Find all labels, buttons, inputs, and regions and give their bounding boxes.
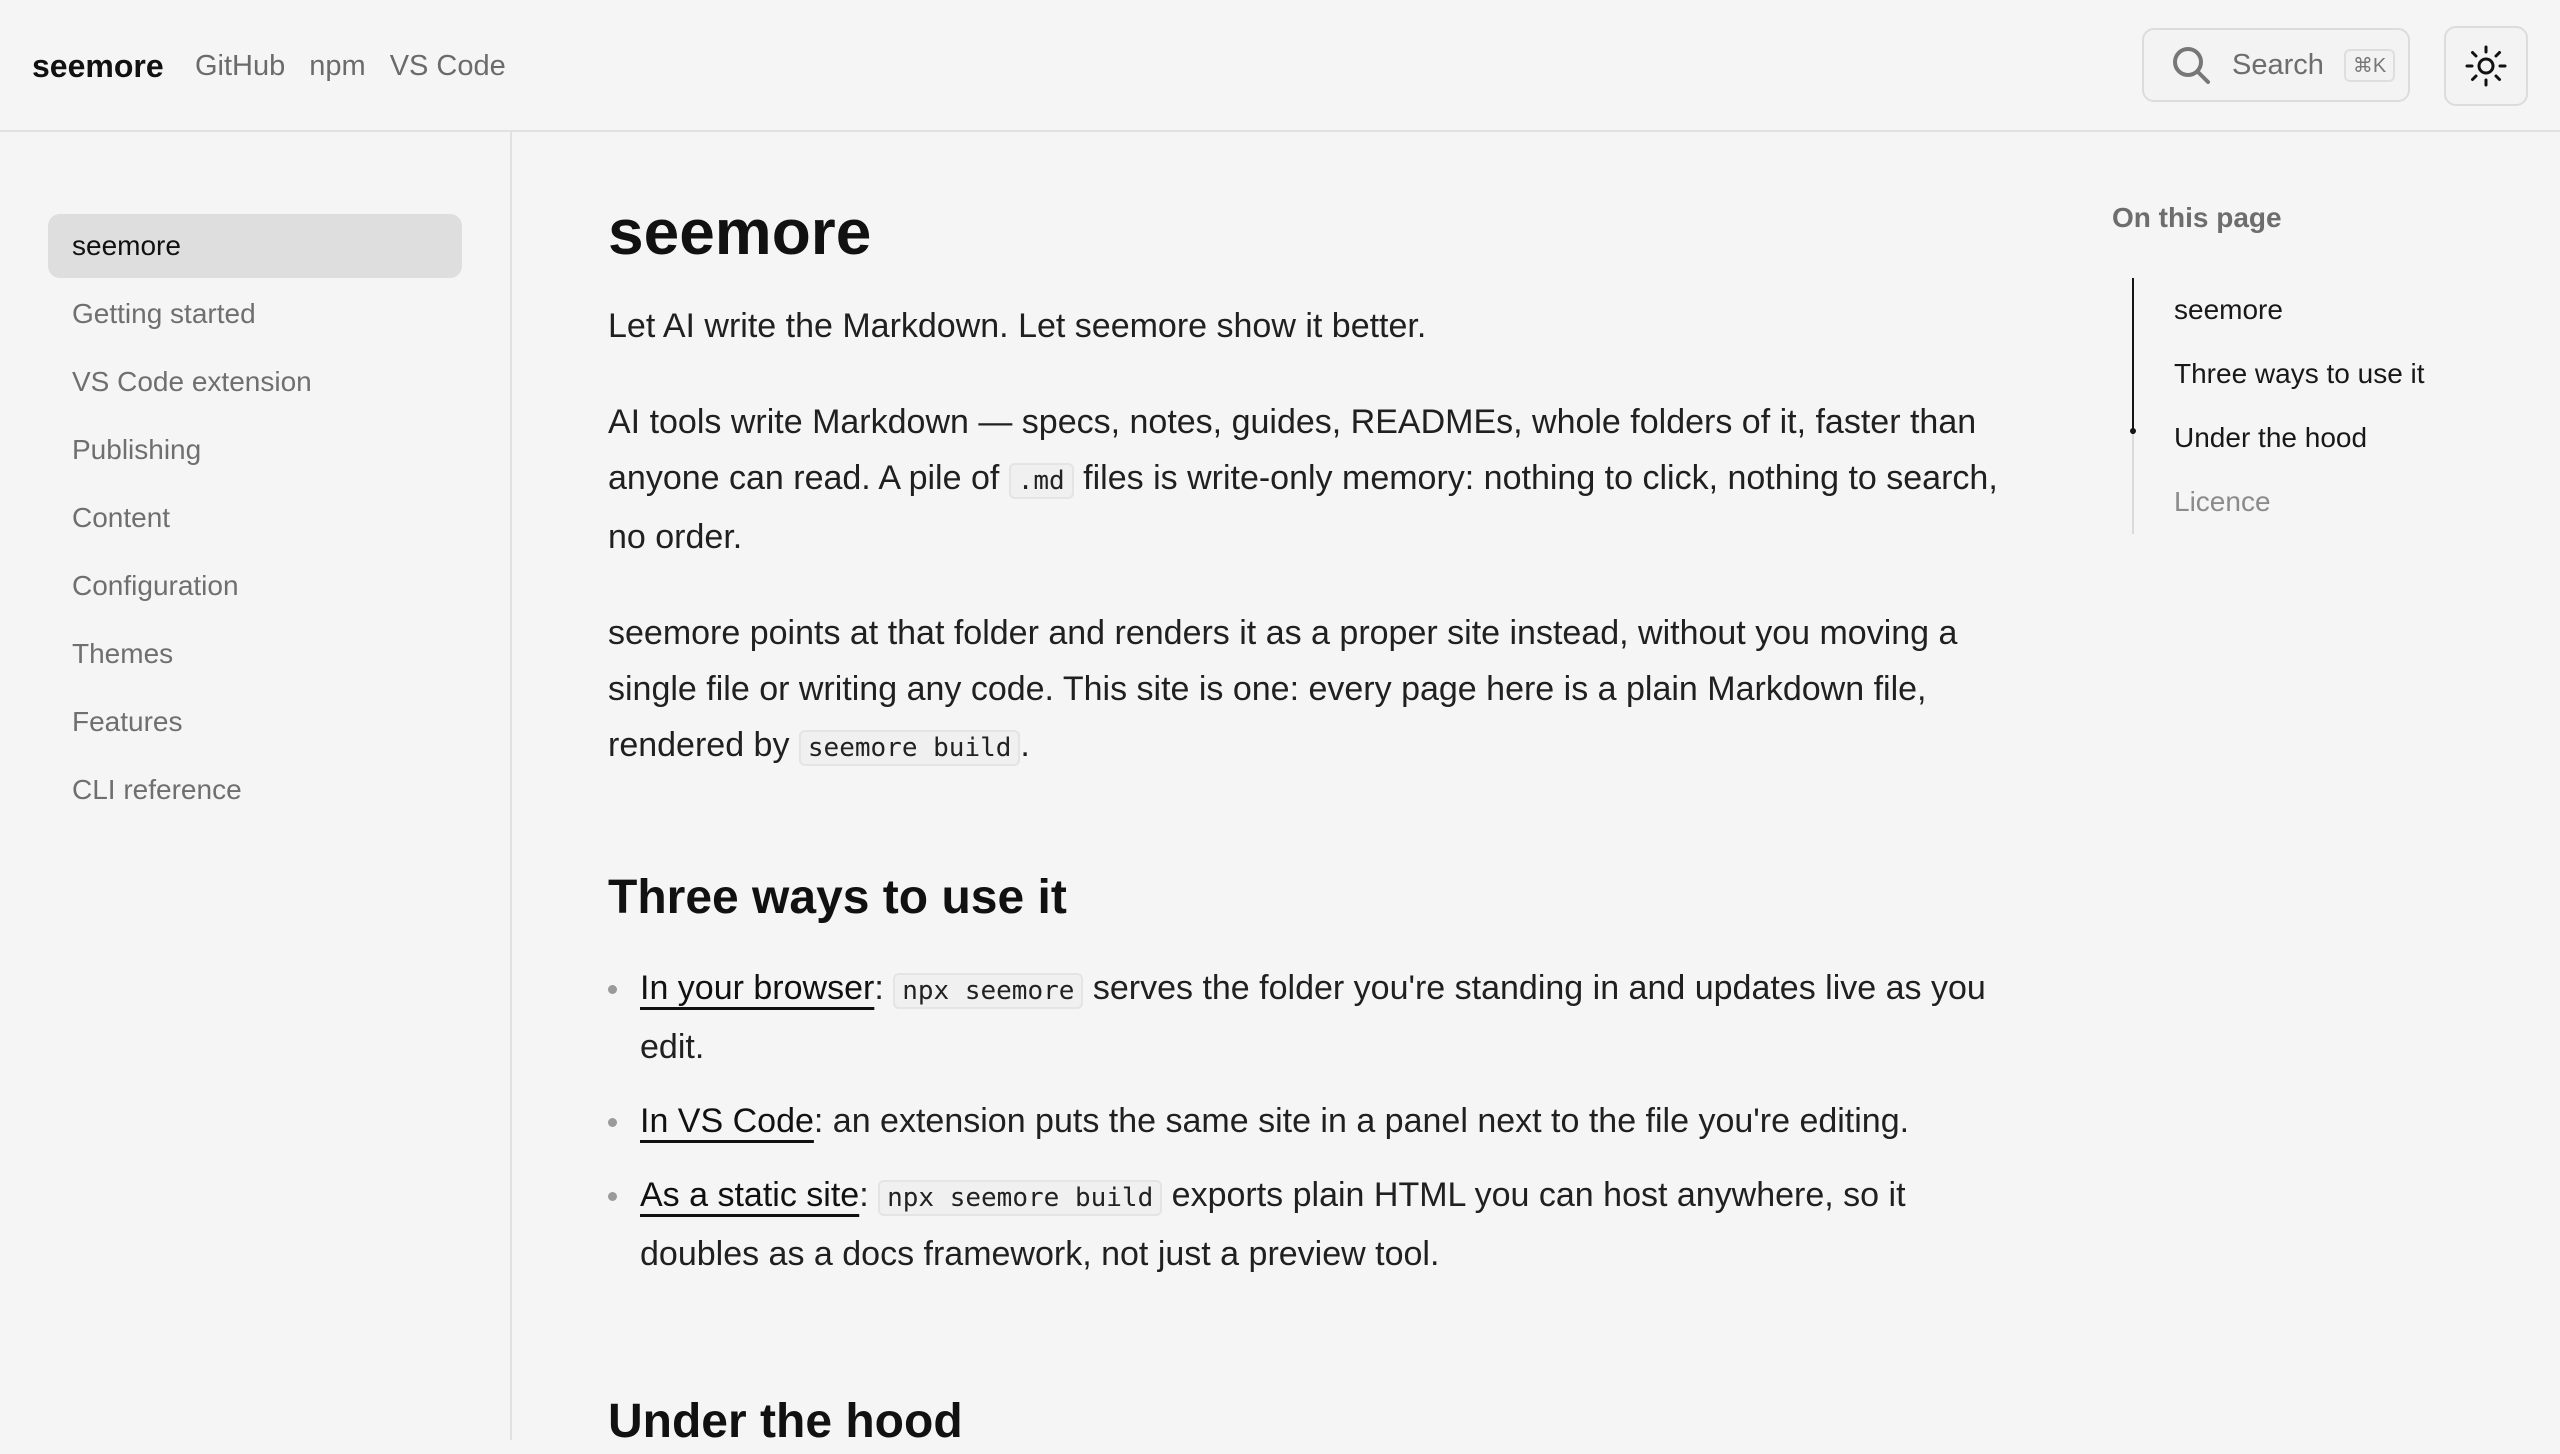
- sidebar-item-seemore[interactable]: seemore: [48, 214, 462, 278]
- sidebar-item-vs-code-extension[interactable]: VS Code extension: [72, 366, 312, 397]
- vs-code-link-inline[interactable]: In VS Code: [640, 1102, 814, 1140]
- render-text-after-code: .: [1020, 726, 1030, 764]
- browser-separator: :: [874, 969, 894, 1007]
- toc-item-licence[interactable]: Licence: [2174, 486, 2271, 517]
- sidebar-item-content[interactable]: Content: [72, 502, 171, 533]
- vs-code-link[interactable]: VS Code: [389, 50, 506, 82]
- npx-seemore-build-code: npx seemore build: [878, 1180, 1162, 1216]
- toc-item-under-the-hood[interactable]: Under the hood: [2174, 422, 2368, 453]
- description-text-before-code: AI tools write Markdown — specs, notes, guides, READMEs, whole folders of it, faster than anyone can read. A pile of: [608, 403, 1977, 497]
- page-title: seemore: [608, 196, 872, 268]
- render-text-before-code: seemore points at that folder and renders it as a proper site instead, without you moving a single file or writing any code. This site is one: every page here is a plain Markdown file, rendered by: [608, 614, 1958, 764]
- browser-link[interactable]: In your browser: [640, 969, 875, 1007]
- usage-list: [608, 960, 2028, 1282]
- seemore-build-code: seemore build: [799, 730, 1021, 766]
- render-paragraph: [608, 605, 2028, 776]
- theme-toggle-button[interactable]: [2444, 26, 2528, 106]
- search-button[interactable]: [2142, 28, 2410, 102]
- on-this-page: [2112, 200, 2442, 534]
- toc-title: On this page: [2112, 202, 2282, 233]
- description-paragraph: [608, 394, 2028, 565]
- description-text-after-code: files is write-only memory: nothing to click, nothing to search, no order.: [608, 459, 1998, 556]
- vs-code-separator: :: [813, 1102, 833, 1140]
- usage-item-vs-code: [608, 1093, 2028, 1149]
- left-sidebar: [0, 132, 512, 1440]
- sun-icon: [2465, 45, 2507, 87]
- toc-item-seemore[interactable]: seemore: [2174, 294, 2283, 325]
- browser-description: serves the folder you're standing in and updates live as you edit.: [640, 969, 1986, 1066]
- section-heading-under-the-hood: Under the hood: [608, 1395, 963, 1448]
- toc-item-three-ways[interactable]: Three ways to use it: [2174, 358, 2425, 389]
- npx-seemore-code: npx seemore: [893, 973, 1083, 1009]
- section-heading-three-ways: Three ways to use it: [608, 871, 1067, 924]
- vs-code-description: an extension puts the same site in a panel next to the file you're editing.: [832, 1102, 1910, 1140]
- static-site-description: exports plain HTML you can host anywhere, so it doubles as a docs framework, not just a preview tool.: [640, 1176, 1906, 1273]
- site-brand[interactable]: seemore: [32, 48, 164, 84]
- usage-item-browser: [608, 960, 2028, 1075]
- toc-active-indicator: [2130, 278, 2136, 434]
- static-site-separator: :: [859, 1176, 879, 1214]
- github-link[interactable]: GitHub: [195, 50, 286, 82]
- main-content: [608, 188, 2028, 1454]
- search-icon: [2170, 44, 2212, 86]
- top-header: [0, 0, 2560, 132]
- sidebar-item-configuration[interactable]: Configuration: [72, 570, 239, 601]
- static-site-link[interactable]: As a static site: [640, 1176, 860, 1214]
- npm-link[interactable]: npm: [309, 50, 366, 82]
- usage-item-static-site: [608, 1167, 2028, 1282]
- search-shortcut: ⌘K: [2344, 49, 2395, 82]
- sidebar-nav: [48, 214, 462, 826]
- search-label: Search: [2232, 48, 2324, 81]
- sidebar-item-features[interactable]: Features: [72, 706, 183, 737]
- md-code: .md: [1009, 463, 1074, 499]
- sidebar-item-getting-started[interactable]: Getting started: [72, 298, 256, 329]
- sidebar-item-publishing[interactable]: Publishing: [72, 434, 202, 465]
- intro-paragraph: Let AI write the Markdown. Let seemore show it better.: [608, 307, 1427, 345]
- sidebar-item-themes[interactable]: Themes: [72, 638, 174, 669]
- header-links: [195, 48, 506, 84]
- toc-list: [2132, 278, 2442, 534]
- sidebar-item-cli-reference[interactable]: CLI reference: [72, 774, 242, 805]
